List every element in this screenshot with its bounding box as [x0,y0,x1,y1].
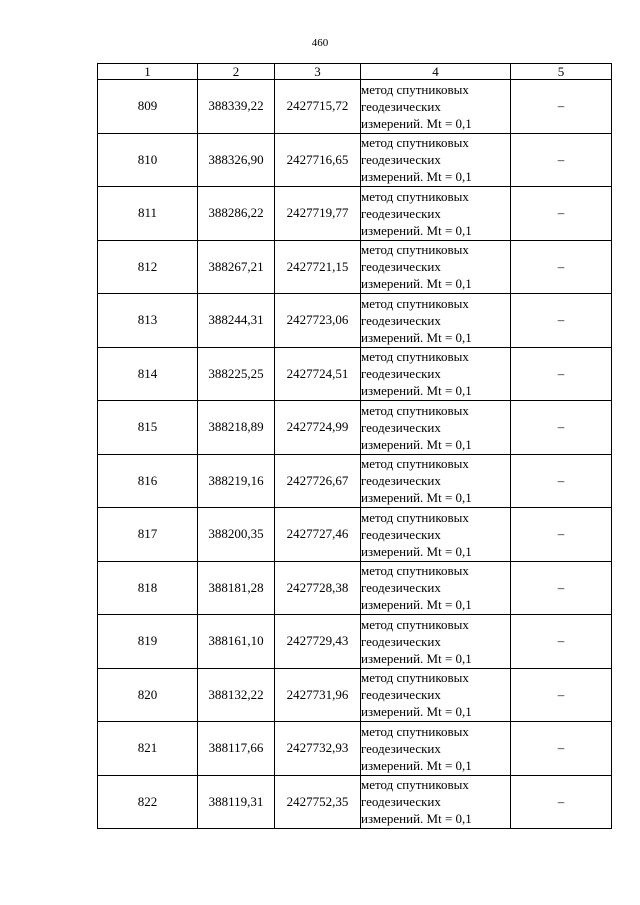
column-header: 1 [98,64,198,80]
method-line: метод спутниковых [361,777,469,793]
table-row [98,668,612,722]
method-line: метод спутниковых [361,135,469,151]
point-number-cell: 813 [98,294,198,348]
method-line: измерений. Mt = 0,1 [361,222,472,238]
x-coordinate-cell: 388161,10 [198,615,275,669]
note-cell: – [511,508,612,562]
x-coordinate-cell: 388244,31 [198,294,275,348]
method-line: геодезических [361,259,441,275]
method-line: метод спутниковых [361,242,469,258]
method-line: геодезических [361,419,441,435]
method-line: измерений. Mt = 0,1 [361,704,472,720]
method-cell [361,722,511,776]
x-coordinate-cell: 388326,90 [198,133,275,187]
note-cell: – [511,668,612,722]
method-line: геодезических [361,152,441,168]
table-row [98,775,612,829]
method-line: геодезических [361,580,441,596]
x-coordinate-cell: 388218,89 [198,401,275,455]
y-coordinate-cell: 2427724,99 [275,401,361,455]
method-line: метод спутниковых [361,670,469,686]
y-coordinate-cell: 2427731,96 [275,668,361,722]
table-row [98,722,612,776]
method-cell [361,187,511,241]
method-line: измерений. Mt = 0,1 [361,490,472,506]
table-row [98,454,612,508]
page-number: 460 [311,37,329,49]
point-number-cell: 816 [98,454,198,508]
x-coordinate-cell: 388132,22 [198,668,275,722]
point-number-cell: 815 [98,401,198,455]
note-cell: – [511,454,612,508]
x-coordinate-cell: 388119,31 [198,775,275,829]
point-number-cell: 819 [98,615,198,669]
point-number-cell: 812 [98,240,198,294]
point-number-cell: 811 [98,187,198,241]
point-number-cell: 818 [98,561,198,615]
y-coordinate-cell: 2427752,35 [275,775,361,829]
table-row [98,347,612,401]
column-header: 2 [198,64,275,80]
method-line: измерений. Mt = 0,1 [361,650,472,666]
point-number-cell: 822 [98,775,198,829]
table-row [98,240,612,294]
point-number-cell: 817 [98,508,198,562]
note-cell: – [511,347,612,401]
x-coordinate-cell: 388117,66 [198,722,275,776]
method-cell [361,294,511,348]
method-line: геодезических [361,366,441,382]
method-line: геодезических [361,633,441,649]
method-cell [361,668,511,722]
table-row [98,615,612,669]
note-cell: – [511,240,612,294]
method-line: измерений. Mt = 0,1 [361,436,472,452]
column-header: 5 [511,64,612,80]
method-line: метод спутниковых [361,349,469,365]
method-cell [361,454,511,508]
table-row [98,80,612,134]
method-line: метод спутниковых [361,563,469,579]
method-cell [361,347,511,401]
method-line: геодезических [361,205,441,221]
method-line: измерений. Mt = 0,1 [361,329,472,345]
column-header: 4 [361,64,511,80]
point-number-cell: 814 [98,347,198,401]
coordinates-table [97,63,612,829]
method-line: измерений. Mt = 0,1 [361,383,472,399]
x-coordinate-cell: 388286,22 [198,187,275,241]
y-coordinate-cell: 2427723,06 [275,294,361,348]
method-line: измерений. Mt = 0,1 [361,543,472,559]
y-coordinate-cell: 2427728,38 [275,561,361,615]
method-cell [361,615,511,669]
note-cell: – [511,187,612,241]
method-line: геодезических [361,687,441,703]
point-number-cell: 820 [98,668,198,722]
y-coordinate-cell: 2427719,77 [275,187,361,241]
method-cell [361,133,511,187]
method-line: геодезических [361,526,441,542]
method-cell [361,561,511,615]
note-cell: – [511,80,612,134]
method-cell [361,80,511,134]
y-coordinate-cell: 2427721,15 [275,240,361,294]
method-line: измерений. Mt = 0,1 [361,757,472,773]
table-header-row [98,64,612,80]
x-coordinate-cell: 388267,21 [198,240,275,294]
method-line: метод спутниковых [361,456,469,472]
method-cell [361,401,511,455]
x-coordinate-cell: 388200,35 [198,508,275,562]
method-line: метод спутниковых [361,723,469,739]
y-coordinate-cell: 2427726,67 [275,454,361,508]
method-line: геодезических [361,794,441,810]
y-coordinate-cell: 2427724,51 [275,347,361,401]
y-coordinate-cell: 2427729,43 [275,615,361,669]
method-line: измерений. Mt = 0,1 [361,811,472,827]
point-number-cell: 809 [98,80,198,134]
method-line: метод спутниковых [361,402,469,418]
table-row [98,133,612,187]
table-row [98,294,612,348]
table-row [98,508,612,562]
point-number-cell: 821 [98,722,198,776]
method-line: измерений. Mt = 0,1 [361,597,472,613]
method-line: метод спутниковых [361,616,469,632]
method-line: метод спутниковых [361,81,469,97]
table-row [98,561,612,615]
table-row [98,187,612,241]
method-line: геодезических [361,312,441,328]
method-line: геодезических [361,740,441,756]
method-line: геодезических [361,98,441,114]
y-coordinate-cell: 2427732,93 [275,722,361,776]
x-coordinate-cell: 388225,25 [198,347,275,401]
x-coordinate-cell: 388219,16 [198,454,275,508]
y-coordinate-cell: 2427715,72 [275,80,361,134]
note-cell: – [511,775,612,829]
method-line: геодезических [361,473,441,489]
note-cell: – [511,294,612,348]
note-cell: – [511,561,612,615]
method-cell [361,508,511,562]
method-line: метод спутниковых [361,509,469,525]
x-coordinate-cell: 388181,28 [198,561,275,615]
method-line: измерений. Mt = 0,1 [361,115,472,131]
note-cell: – [511,615,612,669]
method-line: метод спутниковых [361,188,469,204]
note-cell: – [511,133,612,187]
table-row [98,401,612,455]
method-line: измерений. Mt = 0,1 [361,169,472,185]
table-body [98,64,612,829]
method-cell [361,775,511,829]
point-number-cell: 810 [98,133,198,187]
column-header: 3 [275,64,361,80]
note-cell: – [511,722,612,776]
method-cell [361,240,511,294]
method-line: метод спутниковых [361,295,469,311]
x-coordinate-cell: 388339,22 [198,80,275,134]
method-line: измерений. Mt = 0,1 [361,276,472,292]
y-coordinate-cell: 2427727,46 [275,508,361,562]
y-coordinate-cell: 2427716,65 [275,133,361,187]
note-cell: – [511,401,612,455]
